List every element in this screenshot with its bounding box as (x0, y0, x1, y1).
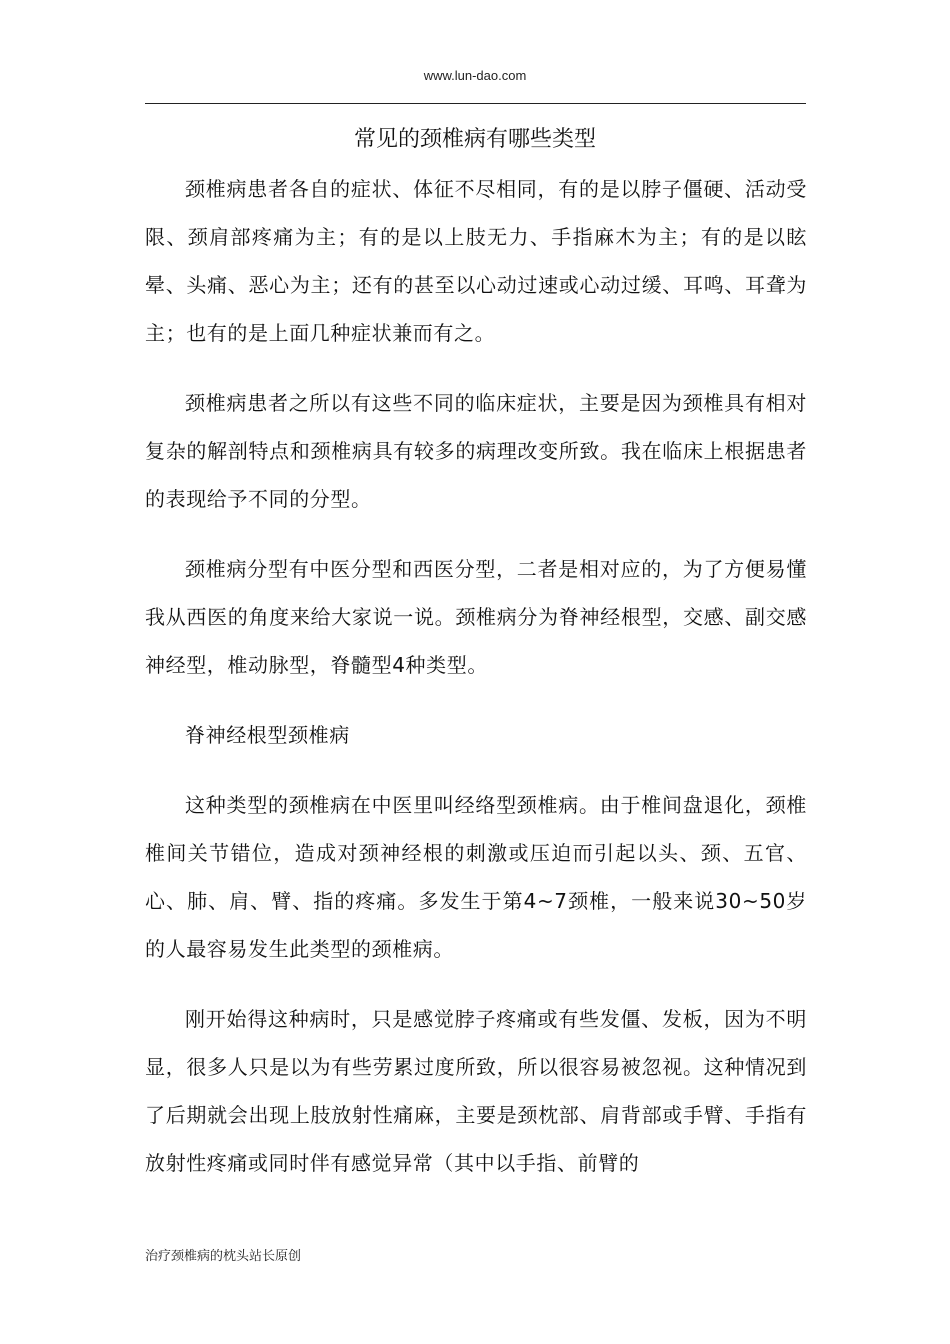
header-divider (145, 103, 806, 104)
paragraph: 颈椎病分型有中医分型和西医分型，二者是相对应的，为了方便易懂我从西医的角度来给大家说一说。颈椎病分为脊神经根型，交感、副交感神经型，椎动脉型，脊髓型4种类型。 (145, 557, 807, 677)
paragraph: 这种类型的颈椎病在中医里叫经络型颈椎病。由于椎间盘退化，颈椎椎间关节错位，造成对颈神经根的刺激或压迫而引起以头、颈、五官、心、肺、肩、臂、指的疼痛。多发生于第4~7颈椎，一般来说30~50岁的人最容易发生此类型的颈椎病。 (145, 793, 807, 961)
document-title: 常见的颈椎病有哪些类型 (353, 127, 596, 152)
paragraph: 刚开始得这种病时，只是感觉脖子疼痛或有些发僵、发板，因为不明显，很多人只是以为有些劳累过度所致，所以很容易被忽视。这种情况到了后期就会出现上肢放射性痛麻，主要是颈枕部、肩背部或手臂、手指有放射性疼痛或同时伴有感觉异常（其中以手指、前臂的 (145, 1007, 807, 1175)
paragraph: 颈椎病患者之所以有这些不同的临床症状，主要是因为颈椎具有相对复杂的解剖特点和颈椎病具有较多的病理改变所致。我在临床上根据患者的表现给予不同的分型。 (145, 391, 807, 511)
footer-text: 治疗颈椎病的枕头站长原创 (145, 1249, 302, 1264)
document-body (145, 165, 807, 1209)
site-url[interactable]: www.lun-dao.com (423, 68, 527, 83)
paragraph: 颈椎病患者各自的症状、体征不尽相同，有的是以脖子僵硬、活动受限、颈肩部疼痛为主；有的是以上肢无力、手指麻木为主；有的是以眩晕、头痛、恶心为主；还有的甚至以心动过速或心动过缓、耳鸣、耳聋为主；也有的是上面几种症状兼而有之。 (145, 177, 807, 345)
section-heading: 脊神经根型颈椎病 (185, 723, 350, 747)
